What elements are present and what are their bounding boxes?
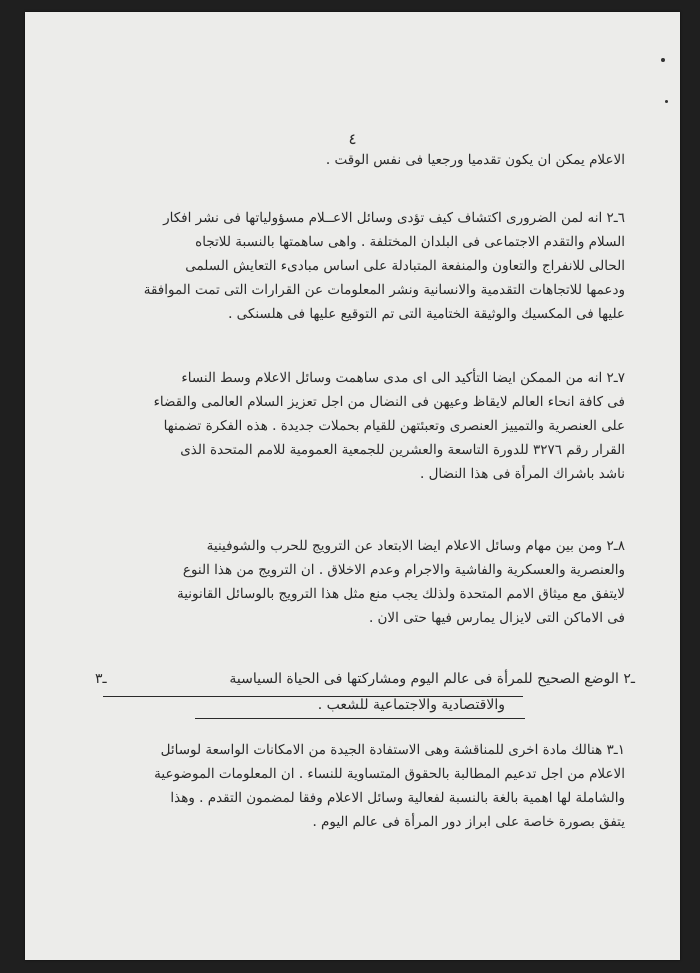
text-line: والشاملة لها اهمية بالغة بالنسبة لفعالية وسائل الاعلام وفقا لمضمون التقدم . وهذا <box>170 790 625 806</box>
paragraph-2-7 <box>105 366 625 486</box>
text-line: ٦ـ٢ انه لمن الضرورى اكتشاف كيف تؤدى وسائل الاعــلام مسؤولياتها فى نشر افكار <box>163 210 625 226</box>
page-number: ٤ <box>348 130 357 148</box>
text-line: القرار رقم ٣٢٧٦ للدورة التاسعة والعشرين للجمعية العمومية للامم المتحدة الذى <box>180 442 625 458</box>
text-line: الاعلام من اجل تدعيم المطالبة بالحقوق المتساوية للنساء . ان المعلومات الموضوعية <box>154 766 625 782</box>
paragraph-2-6 <box>105 206 625 326</box>
section-3-heading <box>95 666 635 718</box>
document-page <box>25 12 680 960</box>
text-line: فى الاماكن التى لايزال يمارس فيها حتى الان . <box>368 610 625 626</box>
section-number: ـ٣ <box>95 671 107 687</box>
text-line: الاعلام يمكن ان يكون تقدميا ورجعيا فى نفس الوقت . <box>325 152 625 168</box>
text-line: على العنصرية والتمييز العنصرى وتعبئتهن للقيام بحملات جديدة . هذه الفكرة تضمنها <box>163 418 625 434</box>
text-line: عليها فى المكسيك والوثيقة الختامية التى تم التوقيع عليها فى هلسنكى . <box>228 306 625 322</box>
text-line: فى كافة انحاء العالم لايقاظ وعيهن فى النضال من اجل تعزيز السلام العالمى والقضاء <box>153 394 625 410</box>
text-line: والعنصرية والعسكرية والفاشية والاجرام وعدم الاخلاق . ان الترويج من هذا النوع <box>182 562 625 578</box>
text-line: لايتفق مع ميثاق الامم المتحدة ولذلك يجب منع مثل هذا الترويج بالوسائل القانونية <box>176 586 625 602</box>
paragraph-3-1 <box>105 738 625 834</box>
text-line: ودعمها للاتجاهات التقدمية والانسانية ونشر المعلومات عن القرارات التى تمت الموافقة <box>143 282 625 298</box>
scan-speck <box>665 100 668 103</box>
text-line: ١ـ٣ هنالك مادة اخرى للمناقشة وهى الاستفادة الجيدة من الامكانات الواسعة لوسائل <box>160 742 625 758</box>
text-line: السلام والتقدم الاجتماعى فى البلدان المختلفة . واهى ساهمتها بالنسبة للاتجاه <box>195 234 625 250</box>
intro-paragraph <box>105 148 625 172</box>
text-line: يتفق بصورة خاصة على ابراز دور المرأة فى عالم اليوم . <box>312 814 625 830</box>
heading-underline <box>103 696 523 697</box>
text-line: الحالى للانفراج والتعاون والمنفعة المتبادلة على اساس مبادىء التعايش السلمى <box>185 258 625 274</box>
text-line: ٧ـ٢ انه من الممكن ايضا التأكيد الى اى مدى ساهمت وسائل الاعلام وسط النساء <box>181 370 625 386</box>
heading-underline <box>195 718 525 719</box>
text-line: ٨ـ٢ ومن بين مهام وسائل الاعلام ايضا الابتعاد عن الترويج للحرب والشوفينية <box>206 538 625 554</box>
section-title-continued: والاقتصادية والاجتماعية للشعب . <box>317 697 505 713</box>
text-line: ناشد باشراك المرأة فى هذا النضال . <box>420 466 625 482</box>
scan-speck <box>661 58 665 62</box>
paragraph-2-8 <box>105 534 625 630</box>
section-title: ـ٢ الوضع الصحيح للمرأة فى عالم اليوم ومشاركتها فى الحياة السياسية <box>229 671 635 687</box>
